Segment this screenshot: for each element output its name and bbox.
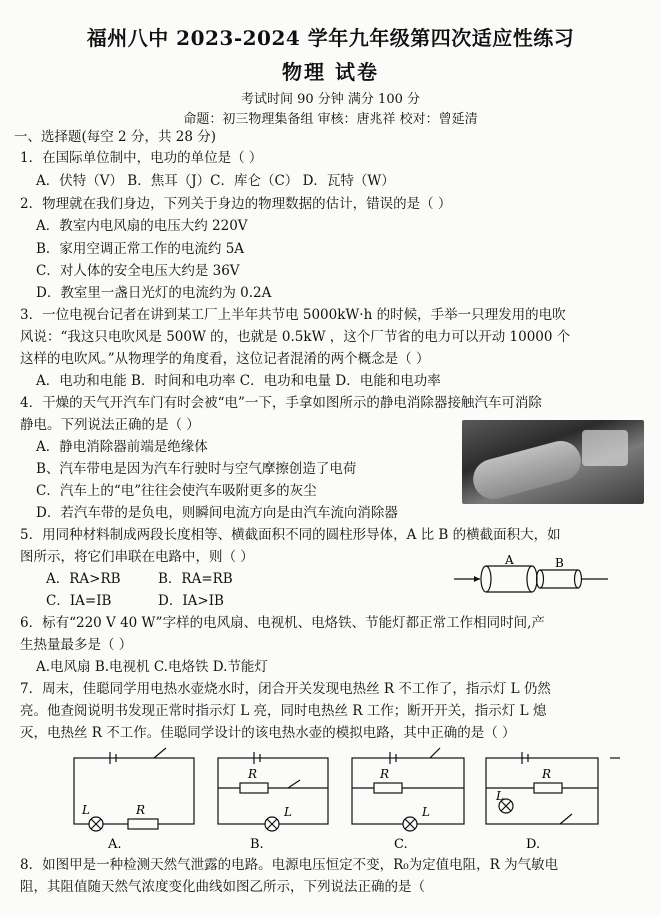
q2-option-a: A．教室内电风扇的电压大约 220V [36, 218, 248, 234]
q5-option-b: B．RA=RB [158, 571, 233, 587]
q5-option-d: D．IA>IB [158, 593, 224, 609]
q2-option-b: B．家用空调正常工作的电流约 5A [36, 241, 245, 257]
q7-circuit-diagrams [60, 744, 620, 852]
q4-option-b: B、汽车带电是因为汽车行驶时与空气摩擦创造了电荷 [36, 461, 357, 477]
q7-line-1: 7．周末，佳聪同学用电热水壶烧水时，闭合开关发现电热丝 R 不工作了，指示灯 L 仍然 [20, 681, 551, 697]
q7-line-3: 灭，电热丝 R 不工作。佳聪同学设计的该电热水壶的模拟电路，其中正确的是（ ） [20, 725, 516, 741]
q1-options: A．伏特（V） B．焦耳（J）C．库仑（C） D．瓦特（W） [36, 173, 395, 189]
exam-staff: 命题：初三物理集备组 审核：唐兆祥 校对：曾延清 [183, 112, 478, 127]
circuit-b-r-label: R [248, 767, 258, 781]
q5-line-1: 5．用同种材料制成两段长度相等、横截面积不同的圆柱形导体，A 比 B 的横截面积大，如 [20, 527, 561, 543]
q8-line-1: 8．如图甲是一种检测天然气泄露的电路。电源电压恒定不变，R₀为定值电阻，R 为气敏电 [20, 857, 559, 873]
q5-option-c: C．IA=IB [46, 593, 112, 609]
q6-line-1: 6．标有“220 V 40 W”字样的电风扇、电视机、电烙铁、节能灯都正常工作相同时间,产 [20, 615, 545, 631]
circuit-a-label: A. [108, 837, 122, 852]
q2-option-c: C．对人体的安全电压大约是 36V [36, 263, 240, 279]
q6-options: A.电风扇 B.电视机 C.电烙铁 D.节能灯 [36, 659, 268, 675]
q1-stem: 1．在国际单位制中，电功的单位是（ ） [20, 150, 263, 166]
q4-line-1: 4．干燥的天气开汽车门有时会被“电”一下，手拿如图所示的静电消除器接触汽车可消除 [20, 395, 542, 411]
circuit-d-r-label: R [542, 767, 552, 781]
q5-option-a: A．RA>RB [46, 571, 121, 587]
q4-line-2: 静电。下列说法正确的是（ ） [20, 417, 200, 433]
label-b: B [555, 556, 564, 570]
hand-shape [469, 436, 586, 503]
q3-line-3: 这样的电吹风。”从物理学的角度看，这位记者混淆的两个概念是（ ） [20, 351, 430, 367]
q3-line-1: 3．一位电视台记者在讲到某工厂上半年共节电 5000kW·h 的时候，手举一只理发用的电吹 [20, 307, 566, 323]
q8-line-2: 阻，其阻值随天然气浓度变化曲线如图乙所示，下列说法正确的是（ [20, 879, 425, 895]
circuit-b-l-label: L [284, 805, 292, 819]
circuit-c-r-label: R [380, 767, 390, 781]
q2-stem: 2．物理就在我们身边，下列关于身边的物理数据的估计，错误的是（ ） [20, 196, 452, 212]
q6-line-2: 生热量最多是（ ） [20, 637, 133, 653]
circuit-c-l-label: L [422, 805, 430, 819]
circuit-b-label: B. [250, 837, 264, 852]
q2-option-d: D．教室里一盏日光灯的电流约为 0.2A [36, 285, 272, 301]
q3-options: A．电功和电能 B．时间和电功率 C．电功和电量 D．电能和电功率 [36, 373, 441, 389]
q5-line-2: 图所示，将它们串联在电路中，则（ ） [20, 549, 254, 565]
circuit-c-label: C. [394, 837, 408, 852]
q4-option-c: C．汽车上的“电”往往会使汽车吸附更多的灰尘 [36, 483, 317, 499]
circuit-d-l-label: L [496, 789, 504, 803]
q4-option-a: A．静电消除器前端是绝缘体 [36, 439, 208, 455]
q4-option-d: D．若汽车带的是负电，则瞬间电流方向是由汽车流向消除器 [36, 505, 398, 521]
q3-line-2: 风说：“我这只电吹风是 500W 的，也就是 0.5kW ，这个厂节省的电力可以开动 10000 个 [20, 329, 571, 345]
circuit-a-r-label: R [136, 803, 146, 817]
exam-title: 福州八中 2023-2024 学年九年级第四次适应性练习 [86, 26, 575, 50]
circuit-a-l-label: L [82, 803, 90, 817]
circuit-d-label: D. [526, 837, 541, 852]
exam-subject: 物理 试卷 [282, 60, 379, 84]
q7-line-2: 亮。他查阅说明书发现正常时指示灯 L 亮，同时电热丝 R 工作；断开开关，指示灯 L 熄 [20, 703, 547, 719]
exam-info: 考试时间 90 分钟 满分 100 分 [240, 92, 421, 107]
conductor-diagram [452, 555, 612, 601]
car-part-shape [582, 430, 628, 466]
label-a: A [505, 555, 514, 567]
static-eliminator-photo [462, 420, 644, 504]
section-heading: 一、选择题(每空 2 分，共 28 分) [14, 129, 216, 145]
